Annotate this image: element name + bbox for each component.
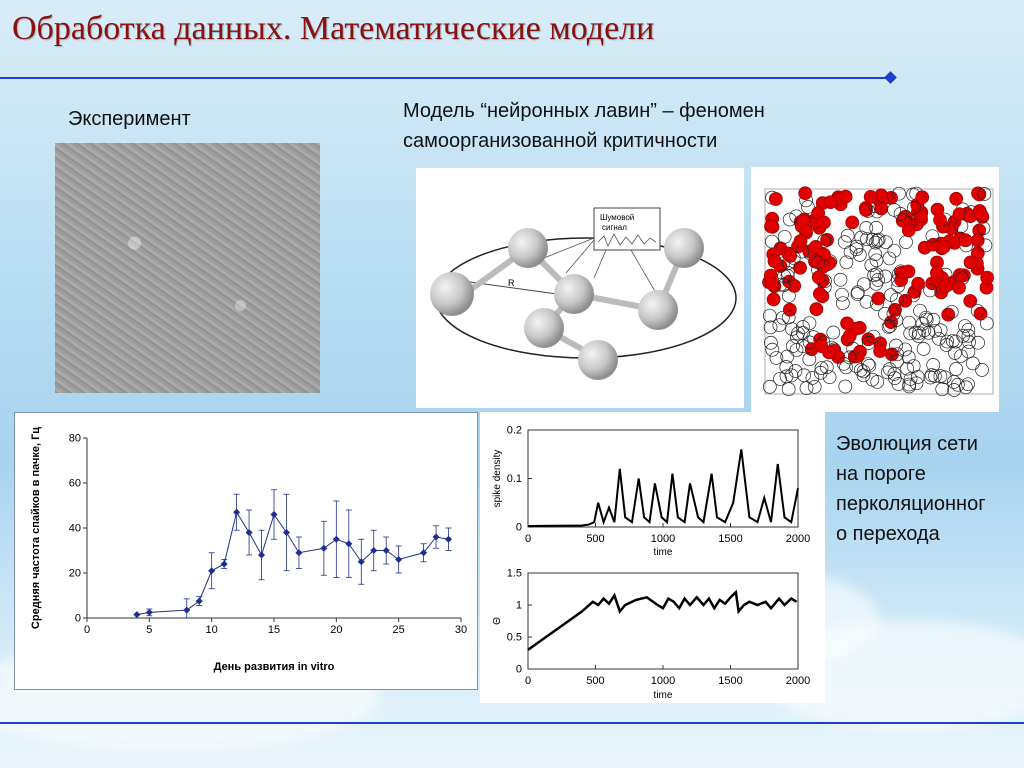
x-axis-label: День развития in vitro bbox=[213, 661, 335, 673]
radius-label: R bbox=[508, 278, 515, 288]
x-tick-label: 30 bbox=[454, 624, 468, 636]
cluster-node bbox=[937, 240, 950, 253]
slide-title: Обработка данных. Математические модели bbox=[12, 10, 655, 47]
data-point bbox=[270, 511, 277, 518]
y-tick-label: 20 bbox=[68, 567, 81, 580]
network-node bbox=[786, 340, 799, 353]
cluster-node bbox=[930, 266, 943, 279]
cluster-node bbox=[824, 196, 837, 209]
network-node bbox=[764, 321, 777, 334]
cluster-node bbox=[872, 292, 885, 305]
data-point bbox=[246, 529, 253, 536]
noise-signal-line2: сигнал bbox=[602, 223, 627, 232]
y-axis-label: spike density bbox=[492, 449, 503, 508]
x-tick-label: 0 bbox=[524, 675, 532, 687]
cluster-node bbox=[841, 317, 854, 330]
cluster-node bbox=[912, 277, 925, 290]
network-node bbox=[917, 342, 930, 355]
cluster-node bbox=[797, 214, 810, 227]
network-node bbox=[765, 235, 778, 248]
cluster-node bbox=[851, 350, 864, 363]
network-node bbox=[766, 343, 779, 356]
x-axis-label: time bbox=[653, 547, 673, 557]
neuron-culture-photo bbox=[55, 143, 320, 393]
data-point bbox=[196, 598, 203, 605]
cluster-node bbox=[846, 216, 859, 229]
cluster-node bbox=[769, 192, 782, 205]
cluster-node bbox=[939, 280, 952, 293]
network-node bbox=[808, 380, 821, 393]
network-node bbox=[840, 256, 853, 269]
network-node bbox=[883, 252, 896, 265]
cluster-node bbox=[813, 287, 826, 300]
cluster-node bbox=[902, 265, 915, 278]
cluster-node bbox=[794, 261, 807, 274]
network-node bbox=[975, 363, 988, 376]
data-point bbox=[283, 529, 290, 536]
cluster-node bbox=[864, 190, 877, 203]
spike-frequency-svg bbox=[15, 413, 477, 689]
network-node bbox=[789, 364, 802, 377]
diagram-svg bbox=[416, 168, 744, 408]
cluster-node bbox=[971, 234, 984, 247]
x-tick-label: 0 bbox=[524, 533, 532, 545]
data-point bbox=[233, 509, 240, 516]
neuron-ball bbox=[524, 308, 564, 348]
cluster-node bbox=[812, 271, 825, 284]
rule-diamond-icon bbox=[884, 71, 897, 84]
data-point bbox=[258, 551, 265, 558]
neuron-ball bbox=[554, 274, 594, 314]
cluster-node bbox=[784, 249, 797, 262]
percolation-svg bbox=[751, 167, 999, 412]
x-tick-label: 1000 bbox=[650, 533, 676, 545]
y-axis-label: Θ bbox=[492, 617, 503, 625]
network-node bbox=[865, 259, 878, 272]
x-tick-label: 25 bbox=[392, 624, 405, 636]
cluster-node bbox=[817, 216, 830, 229]
data-point bbox=[445, 536, 452, 543]
neuron-ball bbox=[638, 290, 678, 330]
footer-rule bbox=[0, 722, 1024, 724]
cluster-node bbox=[950, 192, 963, 205]
network-node bbox=[950, 363, 963, 376]
y-tick-label: 80 bbox=[68, 432, 81, 445]
x-tick-label: 500 bbox=[586, 675, 605, 687]
x-tick-label: 5 bbox=[146, 624, 153, 636]
evolution-label bbox=[836, 429, 986, 549]
network-node bbox=[827, 326, 840, 339]
x-tick-label: 15 bbox=[267, 624, 281, 636]
network-node bbox=[800, 382, 813, 395]
cluster-node bbox=[953, 269, 966, 282]
data-point bbox=[395, 556, 402, 563]
cluster-node bbox=[765, 220, 778, 233]
x-tick-label: 2000 bbox=[785, 533, 811, 545]
cluster-node bbox=[874, 345, 887, 358]
simulation-charts-panel bbox=[480, 412, 825, 703]
network-node bbox=[778, 230, 791, 243]
neuron-ball bbox=[664, 228, 704, 268]
x-tick-label: 500 bbox=[586, 533, 605, 545]
network-node bbox=[773, 319, 786, 332]
evolution-line: о перехода bbox=[836, 523, 940, 545]
experiment-label: Эксперимент bbox=[68, 108, 191, 130]
evolution-line: Эволюция сети bbox=[836, 433, 978, 455]
cluster-node bbox=[794, 235, 807, 248]
cluster-node bbox=[799, 187, 812, 200]
cluster-node bbox=[767, 293, 780, 306]
cluster-node bbox=[914, 210, 927, 223]
cluster-node bbox=[934, 213, 947, 226]
percolation-cluster-plot bbox=[751, 167, 999, 412]
cluster-node bbox=[902, 224, 915, 237]
x-tick-label: 2000 bbox=[785, 675, 811, 687]
y-tick-label: 0.1 bbox=[506, 473, 522, 486]
network-node bbox=[888, 244, 901, 257]
network-node bbox=[857, 278, 870, 291]
network-node bbox=[879, 236, 892, 249]
model-label-line1: Модель “нейронных лавин” – феномен bbox=[403, 100, 765, 122]
series-line bbox=[528, 592, 797, 650]
data-point bbox=[295, 549, 302, 556]
theta-svg bbox=[480, 557, 825, 703]
neuron-ball bbox=[430, 272, 474, 316]
network-node bbox=[871, 375, 884, 388]
plot-frame bbox=[528, 430, 798, 527]
series-line bbox=[137, 512, 449, 614]
y-tick-label: 0.5 bbox=[506, 631, 522, 644]
network-node bbox=[966, 357, 979, 370]
data-point bbox=[333, 536, 340, 543]
y-tick-label: 60 bbox=[68, 477, 81, 490]
data-point bbox=[183, 607, 190, 614]
cluster-node bbox=[916, 191, 929, 204]
spike-frequency-chart bbox=[14, 412, 478, 690]
cluster-node bbox=[815, 340, 828, 353]
model-label-line2: самоорганизованной критичности bbox=[403, 130, 718, 152]
network-node bbox=[899, 343, 912, 356]
network-node bbox=[834, 273, 847, 286]
x-tick-label: 1500 bbox=[718, 675, 743, 687]
data-point bbox=[345, 540, 352, 547]
cluster-node bbox=[942, 308, 955, 321]
network-node bbox=[884, 289, 897, 302]
data-point bbox=[320, 545, 327, 552]
y-tick-label: 40 bbox=[68, 522, 81, 535]
y-tick-label: 1.5 bbox=[506, 567, 522, 580]
y-tick-label: 0 bbox=[74, 612, 81, 625]
network-node bbox=[839, 380, 852, 393]
neuron-ball bbox=[578, 340, 618, 380]
cluster-node bbox=[981, 271, 994, 284]
cluster-node bbox=[974, 207, 987, 220]
x-tick-label: 1000 bbox=[650, 675, 676, 687]
cluster-node bbox=[766, 278, 779, 291]
spike-density-svg bbox=[480, 412, 825, 557]
neuron-ball bbox=[508, 228, 548, 268]
data-point bbox=[208, 567, 215, 574]
y-axis-label: Средняя частота спайков в пачке, Гц bbox=[30, 426, 42, 630]
x-tick-label: 20 bbox=[330, 624, 343, 636]
network-node bbox=[798, 369, 811, 382]
cluster-node bbox=[843, 329, 856, 342]
y-tick-label: 0 bbox=[515, 521, 522, 534]
evolution-line: перколяционног bbox=[836, 493, 986, 515]
series-line bbox=[528, 449, 798, 526]
network-node bbox=[962, 378, 975, 391]
title-underline bbox=[0, 77, 890, 79]
data-point bbox=[133, 611, 140, 618]
cluster-node bbox=[839, 190, 852, 203]
avalanche-model-diagram bbox=[416, 168, 744, 408]
y-tick-label: 0 bbox=[515, 663, 522, 676]
x-axis-label: time bbox=[653, 690, 673, 701]
cluster-node bbox=[974, 307, 987, 320]
cluster-node bbox=[953, 281, 966, 294]
data-point bbox=[146, 609, 153, 616]
noise-signal-line1: Шумовой bbox=[600, 213, 635, 222]
cluster-node bbox=[810, 303, 823, 316]
cluster-node bbox=[809, 240, 822, 253]
y-tick-label: 0.2 bbox=[506, 424, 522, 437]
model-label bbox=[403, 96, 765, 156]
cluster-node bbox=[959, 234, 972, 247]
network-node bbox=[835, 288, 848, 301]
evolution-line: на пороге bbox=[836, 463, 926, 485]
data-point bbox=[221, 560, 228, 567]
y-tick-label: 1 bbox=[515, 599, 522, 612]
x-tick-label: 10 bbox=[205, 624, 218, 636]
x-tick-label: 1500 bbox=[718, 533, 743, 545]
x-tick-label: 0 bbox=[83, 624, 91, 636]
network-node bbox=[899, 236, 912, 249]
cluster-node bbox=[768, 255, 781, 268]
network-node bbox=[932, 332, 945, 345]
cluster-node bbox=[964, 256, 977, 269]
network-node bbox=[870, 221, 883, 234]
network-node bbox=[959, 381, 972, 394]
data-point bbox=[383, 547, 390, 554]
